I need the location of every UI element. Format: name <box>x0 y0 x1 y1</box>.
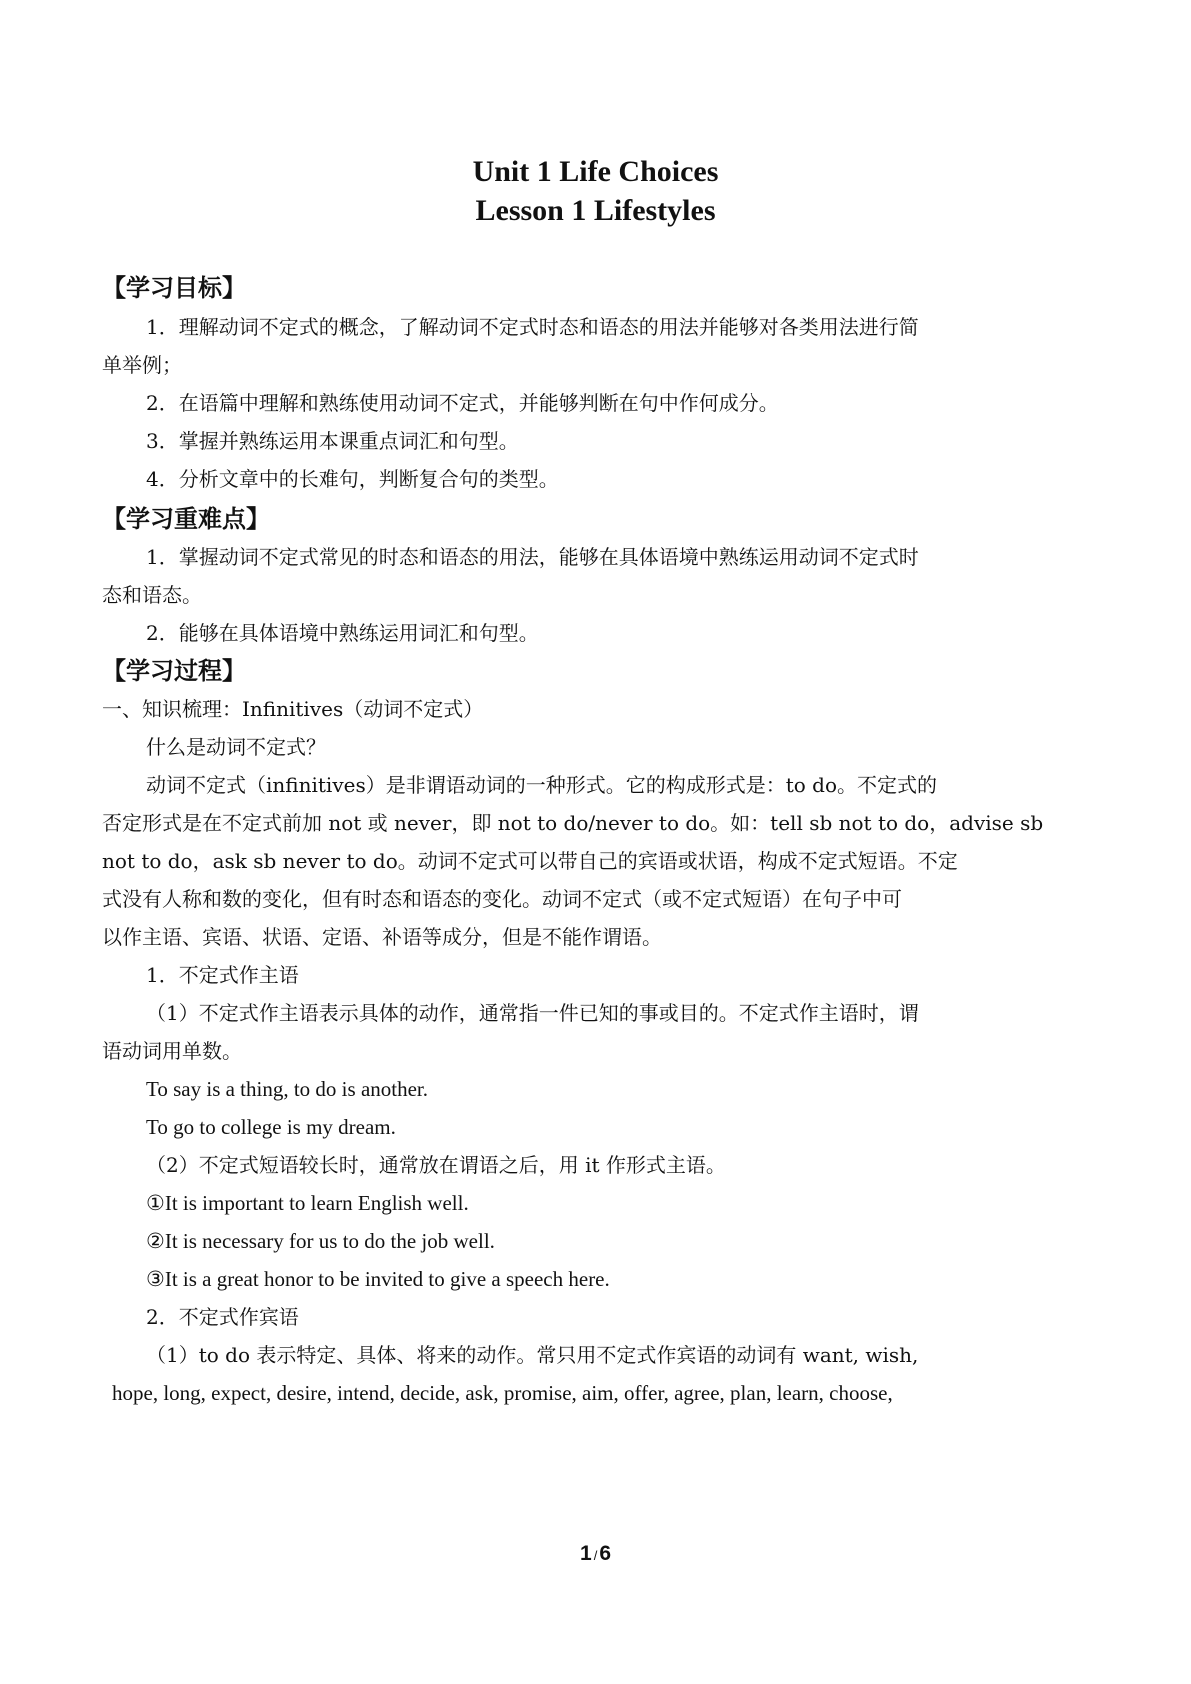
example-sentence-1: To say is a thing, to do is another. <box>146 1077 429 1101</box>
heading-learning-goals: 【学习目标】 <box>102 274 246 302</box>
subsection-2-title: 2．不定式作宾语 <box>146 1305 299 1329</box>
goal-item-3: 3．掌握并熟练运用本课重点词汇和句型。 <box>146 429 519 453</box>
question-line: 什么是动词不定式？ <box>146 735 326 759</box>
example-sentence-3: ①It is important to learn English well. <box>146 1191 469 1215</box>
page-current: 1 <box>580 1542 592 1565</box>
page-number <box>0 1540 1191 1570</box>
intro-line-4: 式没有人称和数的变化，但有时态和语态的变化。动词不定式（或不定式短语）在句子中可 <box>102 887 902 911</box>
example-sentence-2: To go to college is my dream. <box>146 1115 396 1139</box>
unit-title: Unit 1 Life Choices <box>472 155 719 188</box>
key-point-1: 1．掌握动词不定式常见的时态和语态的用法，能够在具体语境中熟练运用动词不定式时 <box>146 545 919 569</box>
part1-title: 一、知识梳理：Infinitives（动词不定式） <box>102 697 484 721</box>
page-total: 6 <box>599 1542 611 1565</box>
key-point-1-cont: 态和语态。 <box>102 583 202 607</box>
key-point-2: 2．能够在具体语境中熟练运用词汇和句型。 <box>146 621 539 645</box>
page-separator: / <box>593 1548 598 1563</box>
goal-item-1-cont: 单举例； <box>102 353 182 377</box>
subsection-2-point-1: （1）to do 表示特定、具体、将来的动作。常只用不定式作宾语的动词有 want, wish, <box>146 1343 919 1367</box>
subsection-1-point-1: （1）不定式作主语表示具体的动作，通常指一件已知的事或目的。不定式作主语时，谓 <box>146 1001 919 1025</box>
intro-line-3: not to do，ask sb never to do。动词不定式可以带自己的宾语或状语，构成不定式短语。不定 <box>102 849 958 873</box>
goal-item-2: 2．在语篇中理解和熟练使用动词不定式，并能够判断在句中作何成分。 <box>146 391 779 415</box>
example-sentence-5: ③It is a great honor to be invited to give a speech here. <box>146 1267 610 1291</box>
heading-learning-process: 【学习过程】 <box>102 657 246 685</box>
heading-key-points: 【学习重难点】 <box>102 505 270 533</box>
intro-line-1: 动词不定式（infinitives）是非谓语动词的一种形式。它的构成形式是：to do。不定式的 <box>146 773 938 797</box>
subsection-2-point-1-cont: hope, long, expect, desire, intend, decide, ask, promise, aim, offer, agree, plan, learn, choose, <box>112 1381 893 1405</box>
example-sentence-4: ②It is necessary for us to do the job well. <box>146 1229 495 1253</box>
intro-line-5: 以作主语、宾语、状语、定语、补语等成分，但是不能作谓语。 <box>102 925 662 949</box>
intro-line-2: 否定形式是在不定式前加 not 或 never，即 not to do/never to do。如：tell sb not to do，advise sb <box>102 811 1044 835</box>
subsection-1-point-1-cont: 语动词用单数。 <box>102 1039 242 1063</box>
goal-item-1: 1．理解动词不定式的概念，了解动词不定式时态和语态的用法并能够对各类用法进行简 <box>146 315 919 339</box>
subsection-1-point-2: （2）不定式短语较长时，通常放在谓语之后，用 it 作形式主语。 <box>146 1153 726 1177</box>
goal-item-4: 4．分析文章中的长难句，判断复合句的类型。 <box>146 467 559 491</box>
lesson-title: Lesson 1 Lifestyles <box>475 194 716 227</box>
subsection-1-title: 1．不定式作主语 <box>146 963 299 987</box>
